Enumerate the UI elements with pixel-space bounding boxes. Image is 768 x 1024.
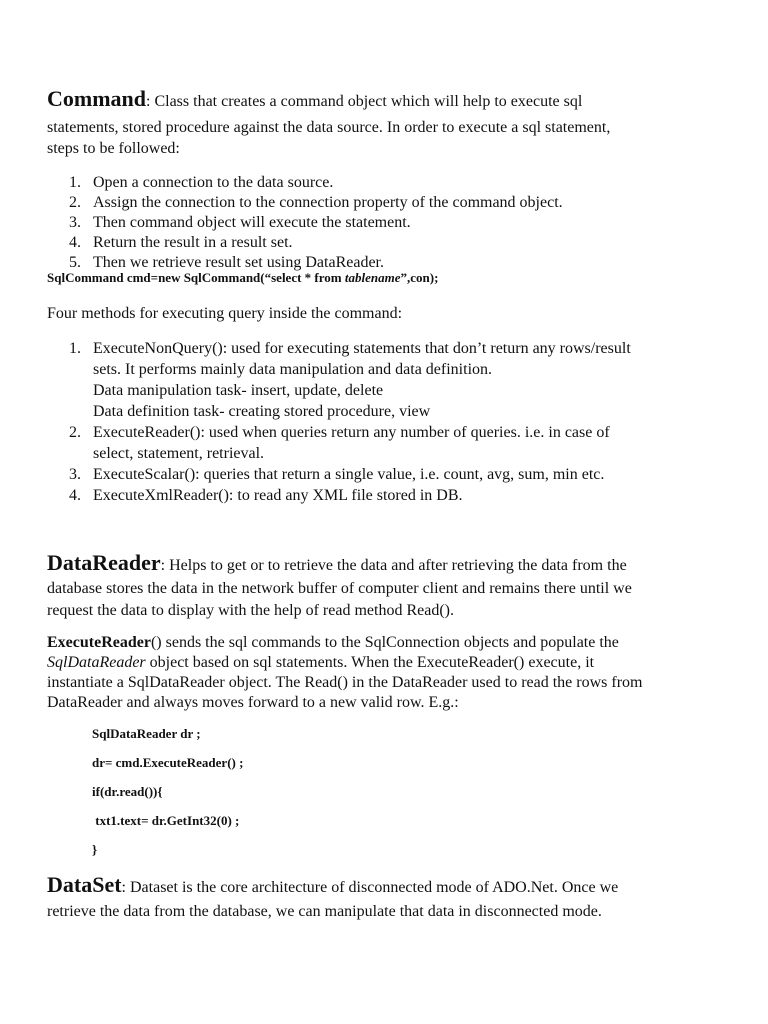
list-item: 4. Return the result in a result set. bbox=[69, 234, 293, 251]
dataset-line-2: retrieve the data from the database, we can manipulate that data in disconnected mode. bbox=[47, 903, 602, 920]
executereader-paragraph bbox=[47, 633, 721, 713]
sqlcommand-code-line: SqlCommand cmd=new SqlCommand(“select * from tablename”,con); bbox=[47, 270, 439, 285]
dataset-term: DataSet bbox=[47, 872, 122, 897]
code-line: SqlDataReader dr ; bbox=[92, 726, 201, 741]
datareader-line-1: DataReader: Helps to get or to retrieve the data and after retrieving the data from the bbox=[47, 550, 627, 575]
command-desc-1: : Class that creates a command object which will help to execute sql bbox=[146, 93, 583, 110]
command-term: Command bbox=[47, 86, 147, 111]
code-line: } bbox=[92, 842, 98, 857]
code-line: txt1.text= dr.GetInt32(0) ; bbox=[92, 813, 240, 828]
list-item: 3. Then command object will execute the statement. bbox=[69, 214, 411, 231]
list-item: 4. ExecuteXmlReader(): to read any XML file stored in DB. bbox=[69, 487, 463, 504]
executereader-line-1: ExecuteReader() sends the sql commands to the SqlConnection objects and populate the bbox=[47, 634, 619, 651]
methods-intro: Four methods for executing query inside the command: bbox=[47, 305, 403, 322]
list-item: 2. ExecuteReader(): used when queries return any number of queries. i.e. in case of select, statement, retrieval. bbox=[69, 424, 610, 462]
command-line-2: statements, stored procedure against the data source. In order to execute a sql statement, bbox=[47, 119, 611, 136]
list-item: 3. ExecuteScalar(): queries that return a single value, i.e. count, avg, sum, min etc. bbox=[69, 466, 605, 483]
code-line: if(dr.read()){ bbox=[92, 784, 163, 799]
list-item: 5. Then we retrieve result set using DataReader. bbox=[69, 254, 384, 271]
list-item: 1. Open a connection to the data source. bbox=[69, 174, 334, 191]
executereader-line-3: instantiate a SqlDataReader object. The Read() in the DataReader used to read the rows from bbox=[47, 674, 643, 691]
dataset-line-1: DataSet: Dataset is the core architecture of disconnected mode of ADO.Net. Once we bbox=[47, 872, 619, 897]
command-paragraph bbox=[47, 86, 721, 115]
command-line-1 bbox=[47, 86, 721, 115]
datareader-term: DataReader bbox=[47, 550, 161, 575]
list-item: 1. ExecuteNonQuery(): used for executing statements that don’t return any rows/result sets. It performs mainly data manipulation and data definition. Data manipulation task- insert, update, delete Data definition task- creating stored procedure, view bbox=[69, 340, 631, 420]
methods-list bbox=[47, 338, 721, 506]
list-item: 2. Assign the connection to the connection property of the command object. bbox=[69, 194, 563, 211]
datareader-line-2: database stores the data in the network buffer of computer client and remains there until we bbox=[47, 580, 632, 597]
code-line: dr= cmd.ExecuteReader() ; bbox=[92, 755, 244, 770]
datareader-line-3: request the data to display with the help of read method Read(). bbox=[47, 602, 454, 619]
command-line-3: steps to be followed: bbox=[47, 140, 180, 157]
command-steps-list bbox=[47, 173, 721, 273]
executereader-line-4: DataReader and always moves forward to a new valid row. E.g.: bbox=[47, 694, 459, 711]
executereader-line-2: SqlDataReader object based on sql statements. When the ExecuteReader() execute, it bbox=[47, 654, 595, 671]
